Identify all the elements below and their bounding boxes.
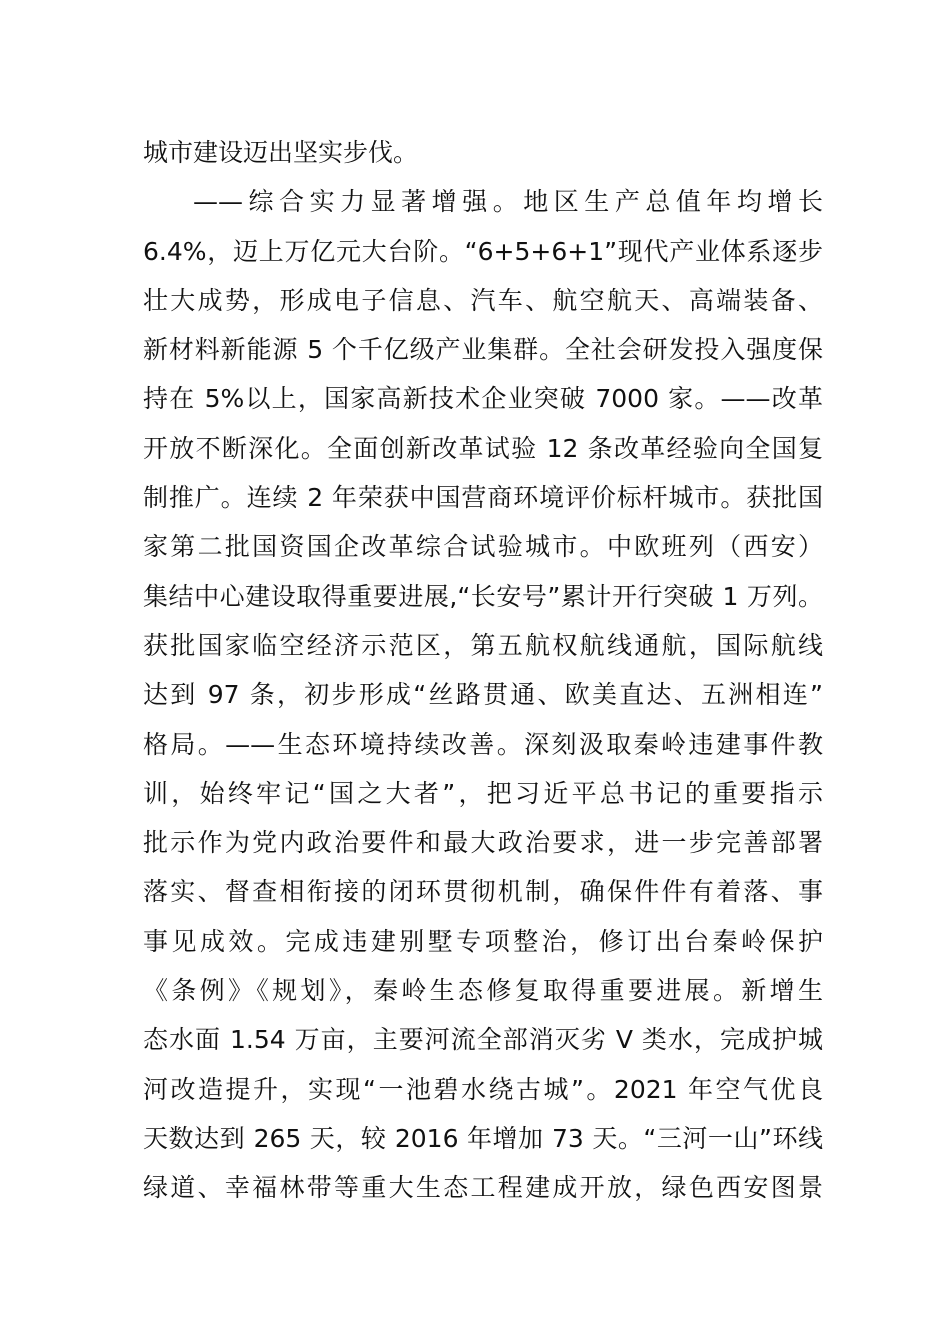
text-line: 获批国家临空经济示范区，第五航权航线通航，国际航线 bbox=[143, 630, 823, 660]
text-line: 6.4%，迈上万亿元大台阶。“6+5+6+1”现代产业体系逐步 bbox=[143, 236, 823, 266]
text-line: 天数达到 265 天，较 2016 年增加 73 天。“三河一山”环线 bbox=[143, 1123, 823, 1153]
text-line: 《条例》《规划》，秦岭生态修复取得重要进展。新增生 bbox=[143, 976, 823, 1006]
text-line: 开放不断深化。全面创新改革试验 12 条改革经验向全国复 bbox=[143, 433, 823, 463]
text-line: 态水面 1.54 万亩，主要河流全部消灭劣 V 类水，完成护城 bbox=[143, 1025, 823, 1055]
text-line: 事见成效。完成违建别墅专项整治，修订出台秦岭保护 bbox=[143, 926, 823, 956]
text-line: 批示作为党内政治要件和最大政治要求，进一步完善部署 bbox=[143, 828, 823, 858]
text-line: 壮大成势，形成电子信息、汽车、航空航天、高端装备、 bbox=[143, 285, 823, 315]
text-line: 训，始终牢记“国之大者”，把习近平总书记的重要指示 bbox=[143, 778, 823, 808]
text-line: 新材料新能源 5 个千亿级产业集群。全社会研发投入强度保 bbox=[143, 335, 823, 365]
text-line: 持在 5%以上，国家高新技术企业突破 7000 家。——改革 bbox=[143, 384, 823, 414]
text-line: ——综合实力显著增强。地区生产总值年均增长 bbox=[193, 187, 823, 217]
text-line: 制推广。连续 2 年荣获中国营商环境评价标杆城市。获批国 bbox=[143, 483, 823, 513]
text-line: 河改造提升，实现“一池碧水绕古城”。2021 年空气优良 bbox=[143, 1074, 823, 1104]
text-line: 格局。——生态环境持续改善。深刻汲取秦岭违建事件教 bbox=[143, 729, 823, 759]
text-line: 落实、督查相衔接的闭环贯彻机制，确保件件有着落、事 bbox=[143, 877, 823, 907]
text-line: 达到 97 条，初步形成“丝路贯通、欧美直达、五洲相连” bbox=[143, 680, 823, 710]
text-line: 家第二批国资国企改革综合试验城市。中欧班列（西安） bbox=[143, 532, 823, 562]
text-line: 绿道、幸福林带等重大生态工程建成开放，绿色西安图景 bbox=[143, 1173, 823, 1203]
text-line: 集结中心建设取得重要进展,“长安号”累计开行突破 1 万列。 bbox=[143, 581, 823, 611]
text-line: 城市建设迈出坚实步伐。 bbox=[143, 138, 419, 167]
body-text bbox=[143, 128, 823, 1213]
